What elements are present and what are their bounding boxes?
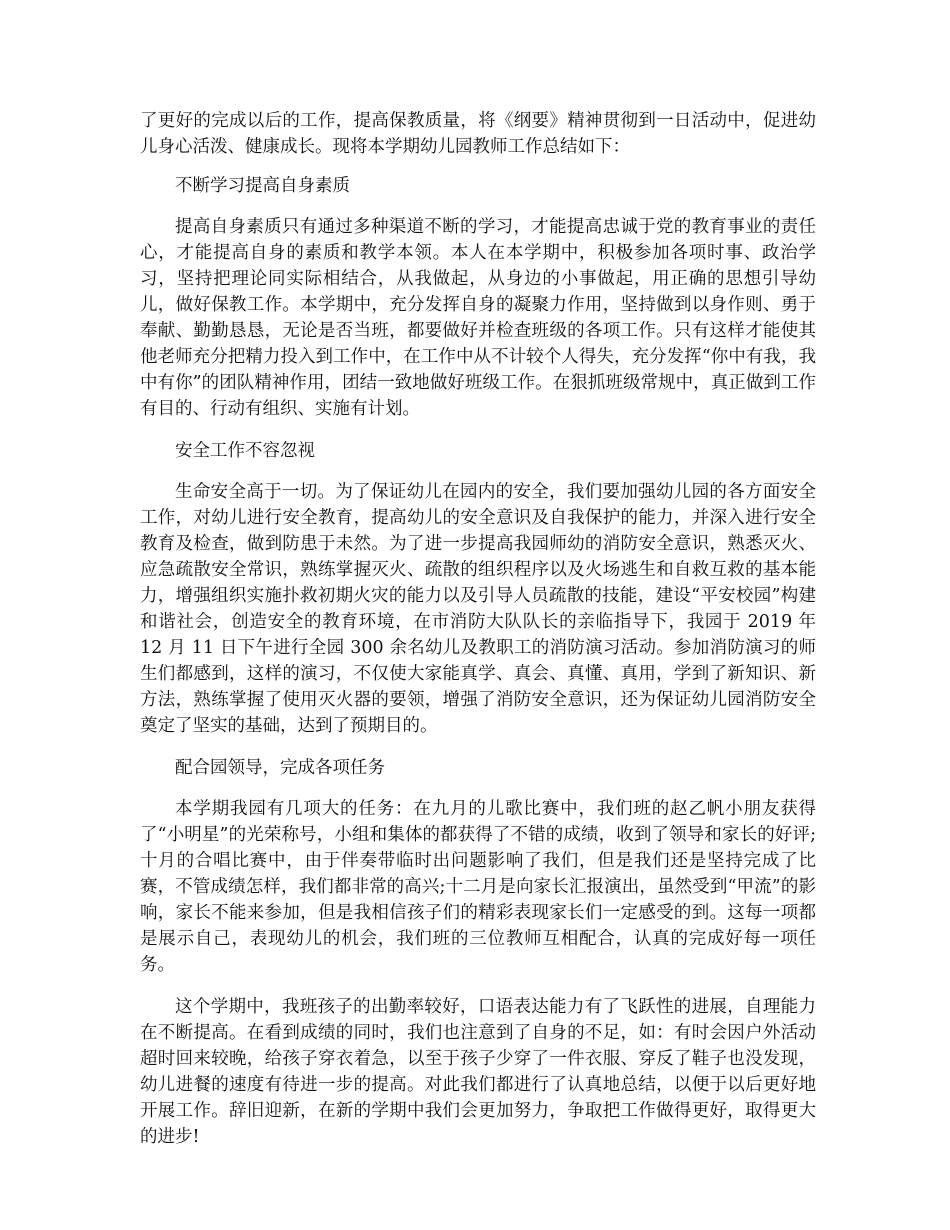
section-heading-tasks: 配合园领导，完成各项任务: [175, 758, 385, 778]
section-paragraph-study: 提高自身素质只有通过多种渠道不断的学习，才能提高忠诚于党的教育事业的责任心，才能提高自身的素质和教学本领。本人在本学期中，积极参加各项时事、政治学习，坚持把理论同实际相结合，从我做起，从身边的小事做起，用正确的思想引导幼儿，做好保教工作。本学期中，充分发挥自身的凝聚力作用，坚持做到以身作则、勇于奉献、勤勤恳恳，无论是否当班，都要做好并检查班级的各项工作。只有这样才能使其他老师充分把精力投入到工作中，在工作中从不计较个人得失，充分发挥“你中有我，我中有你”的团队精神作用，团结一致地做好班级工作。在狠抓班级常规中，真正做到工作有目的、行动有组织、实施有计划。: [140, 217, 816, 419]
section-heading-safety: 安全工作不容忽视: [175, 441, 315, 461]
section-paragraph-tasks: 本学期我园有几项大的任务：在九月的儿歌比赛中，我们班的赵乙帆小朋友获得了“小明星”的光荣称号，小组和集体的都获得了不错的成绩，收到了领导和家长的好评;十月的合唱比赛中，由于伴奏带临时出问题影响了我们，但是我们还是坚持完成了比赛，不管成绩怎样，我们都非常的高兴;十二月是向家长汇报演出，虽然受到“甲流”的影响，家长不能来参加，但是我相信孩子们的精彩表现家长们一定感受的到。这每一项都是展示自己，表现幼儿的机会，我们班的三位教师互相配合，认真的完成好每一项任务。: [140, 799, 816, 975]
intro-paragraph: 了更好的完成以后的工作，提高保教质量，将《纲要》精神贯彻到一日活动中，促进幼儿身心活泼、健康成长。现将本学期幼儿园教师工作总结如下：: [140, 111, 816, 157]
document-body: [140, 108, 816, 1166]
section-heading-study: 不断学习提高自身素质: [175, 176, 350, 196]
closing-paragraph: 这个学期中，我班孩子的出勤率较好，口语表达能力有了飞跃性的进展，自理能力在不断提高。在看到成绩的同时，我们也注意到了自身的不足，如：有时会因户外活动超时回来较晚，给孩子穿衣着急，以至于孩子少穿了一件衣服、穿反了鞋子也没发现，幼儿进餐的速度有待进一步的提高。对此我们都进行了认真地总结，以便于以后更好地开展工作。辞旧迎新，在新的学期中我们会更加努力，争取把工作做得更好，取得更大的进步!: [140, 997, 816, 1147]
section-paragraph-safety: 生命安全高于一切。为了保证幼儿在园内的安全，我们要加强幼儿园的各方面安全工作，对幼儿进行安全教育，提高幼儿的安全意识及自我保护的能力，并深入进行安全教育及检查，做到防患于未然。为了进一步提高我园师幼的消防安全意识，熟悉灭火、应急疏散安全常识，熟练掌握灭火、疏散的组织程序以及火场逃生和自救互救的基本能力，增强组织实施扑救初期火灾的能力以及引导人员疏散的技能，建设“平安校园”构建和谐社会，创造安全的教育环境，在市消防大队队长的亲临指导下，我园于 2019 年 12 月 11 日下午进行全园 300 余名幼儿及教职工的消防演习活动。参加消防演习的师生们都感到，这样的演习，不仅使大家能真学、真会、真懂、真用，学到了新知识、新方法，熟练掌握了使用灭火器的要领，增强了消防安全意识，还为保证幼儿园消防安全奠定了坚实的基础，达到了预期目的。: [140, 482, 816, 736]
